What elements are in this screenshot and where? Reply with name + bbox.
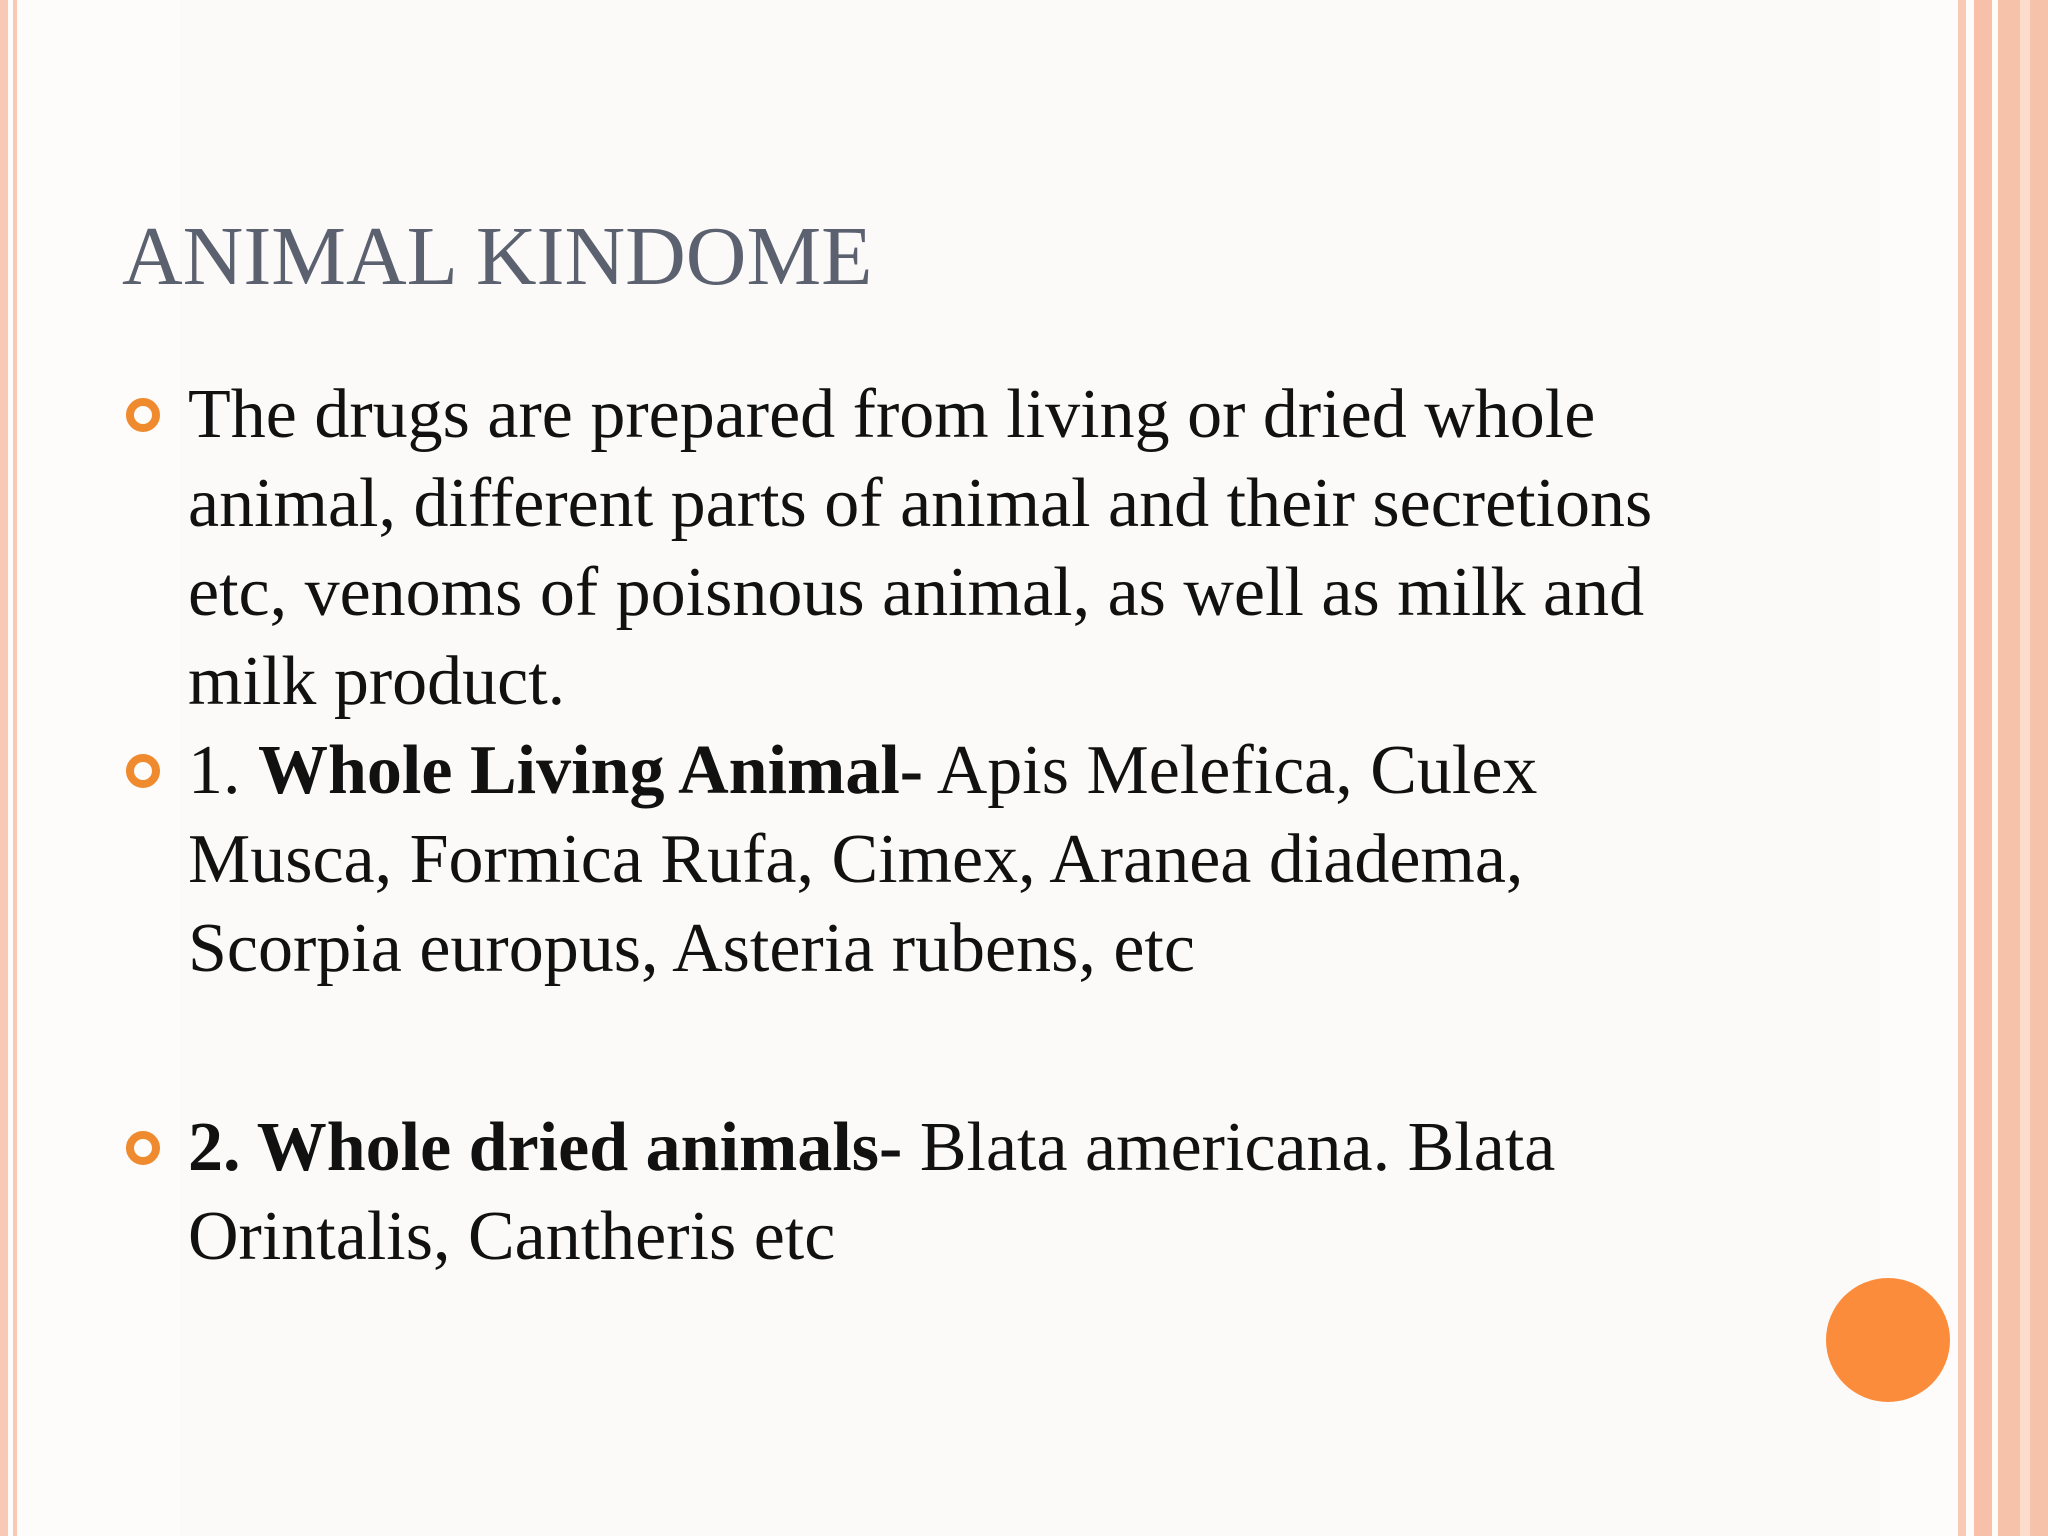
right-border-stripe (1974, 0, 1992, 1536)
bullet-item (124, 370, 1724, 726)
bullet-text: The drugs are prepared from living or dried whole animal, different parts of animal and their secretions etc, venoms of poisnous animal, as well as milk and milk product. (188, 376, 1653, 720)
left-border-stripe-thin (13, 0, 17, 1536)
bullet-list (124, 370, 1724, 1281)
right-border-stripe (1958, 0, 1966, 1536)
bullet-circle-icon (126, 398, 160, 432)
bullet-text: Apis Melefica, Culex Musca, Formica Rufa, Cimex, Aranea diadema, Scorpia europus, Asteria rubens, etc (188, 732, 1538, 987)
bullet-item (124, 1103, 1724, 1281)
bullet-circle-icon (126, 1131, 160, 1165)
decorative-circle (1826, 1278, 1950, 1402)
left-border-stripe (0, 0, 8, 1536)
bullet-text: Blata americana. Blata Orintalis, Cantheris etc (188, 1109, 1556, 1275)
right-border-highlight (2020, 0, 2030, 1536)
bullet-heading: 2. Whole dried animals- (188, 1109, 903, 1186)
bullet-item (124, 726, 1724, 993)
bullet-circle-icon (126, 754, 160, 788)
slide-title: ANIMAL KINDOME (122, 210, 873, 303)
bullet-heading: Whole Living Animal- (258, 732, 924, 809)
bullet-prefix: 1. (188, 732, 258, 809)
